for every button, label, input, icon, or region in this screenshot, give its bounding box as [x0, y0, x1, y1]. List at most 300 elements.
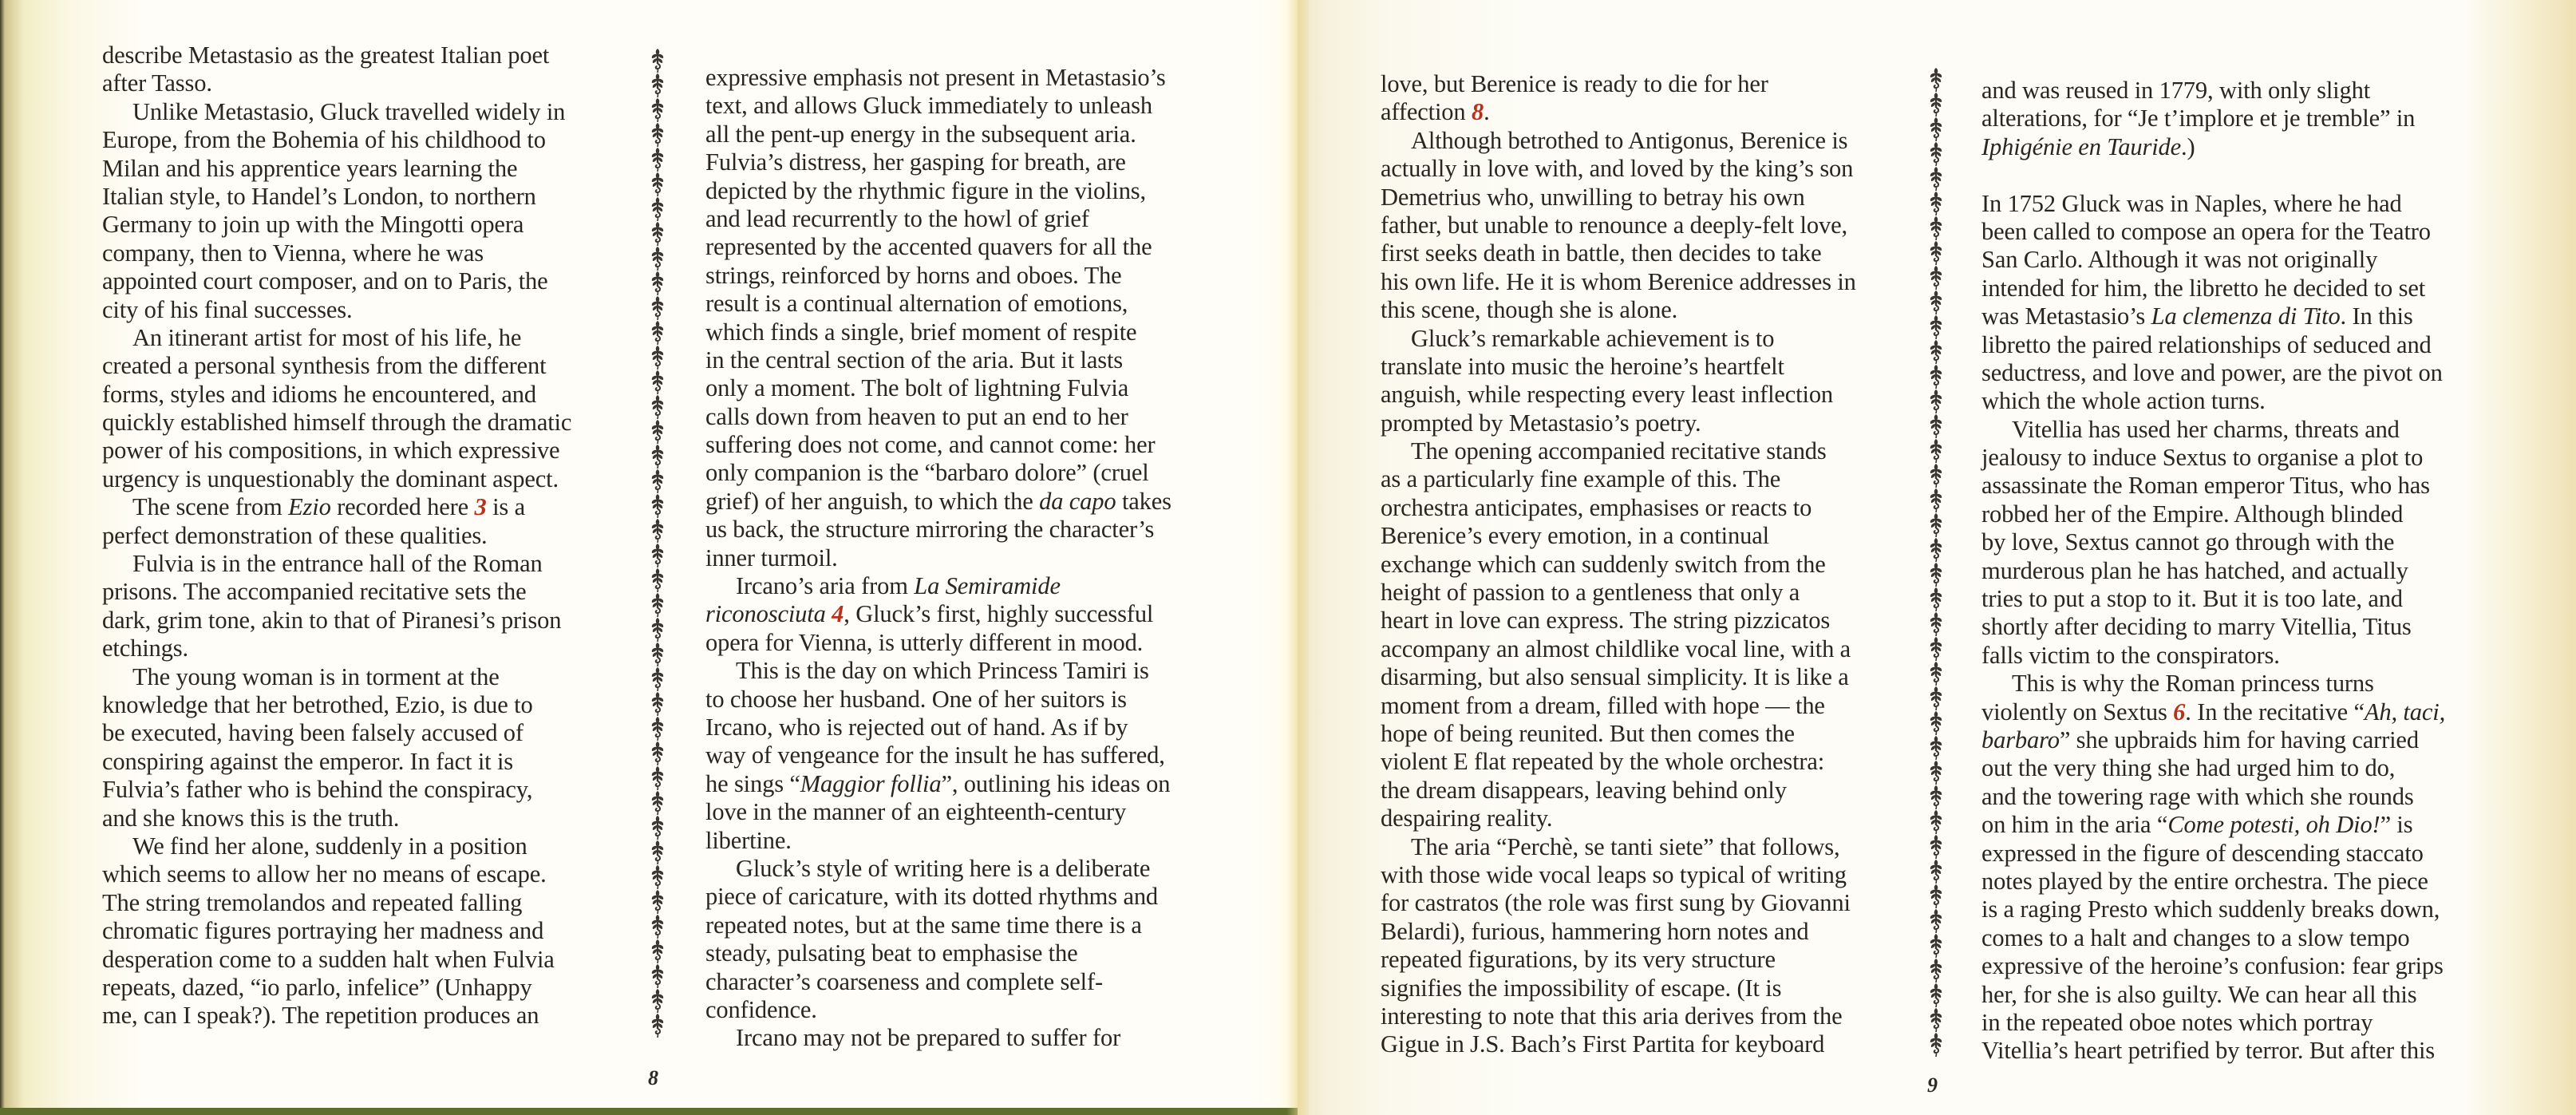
text-line [1981, 754, 2445, 782]
page-number: 8 [648, 1066, 658, 1089]
text-line [1981, 811, 2445, 839]
text-run: he sings “ [705, 769, 800, 797]
text-run: which finds a single, brief moment of respite [705, 318, 1137, 346]
text-line [1381, 1002, 1856, 1030]
text-line [1981, 642, 2445, 670]
text-run: Demetrius who, unwilling to betray his own [1381, 183, 1805, 211]
text-run: first seeks death in battle, then decides to take [1381, 239, 1822, 267]
acanthus-leaf-icon [1926, 191, 1946, 215]
text-line [1381, 325, 1856, 353]
text-run: disarming, but also sensual simplicity. It is like a [1381, 663, 1849, 691]
text-run: desperation come to a sudden halt when Fulvia [102, 945, 555, 973]
acanthus-leaf-icon [648, 246, 667, 271]
text-line [1981, 444, 2445, 472]
text-line [1381, 720, 1856, 748]
text-line [1381, 212, 1856, 239]
acanthus-leaf-icon [1926, 958, 1946, 983]
acanthus-leaf-icon [1926, 413, 1946, 438]
text-run: shortly after deciding to marry Vitellia, Titus [1981, 613, 2412, 641]
text-run: was Metastasio’s [1981, 302, 2151, 330]
text-line [1381, 833, 1856, 861]
text-line [1981, 613, 2445, 641]
text-line [705, 741, 1171, 769]
text-run: represented by the accented quavers for all the [705, 233, 1152, 261]
text-run: heart in love can express. The string pizzicatos [1381, 607, 1831, 635]
acanthus-leaf-icon [648, 617, 667, 642]
text-run: despairing reality. [1381, 805, 1553, 832]
text-line [102, 663, 571, 691]
text-line [1381, 579, 1856, 607]
text-line [705, 714, 1171, 741]
text-line [1981, 726, 2445, 754]
text-run: city of his final successes. [102, 295, 353, 323]
acanthus-leaf-icon [1926, 67, 1946, 92]
text-line [102, 42, 571, 69]
acanthus-leaf-icon [648, 864, 667, 889]
text-run: this scene, though she is alone. [1381, 296, 1678, 324]
text-run: created a personal synthesis from the different [102, 352, 547, 380]
text-line [102, 267, 571, 295]
text-run: after Tasso. [102, 69, 212, 97]
text-run: , Gluck’s first, highly successful [844, 600, 1154, 628]
text-line [705, 657, 1171, 685]
text-line [1381, 296, 1856, 324]
text-line [102, 578, 571, 606]
text-run: intended for him, the libretto he decided to set [1981, 274, 2426, 302]
acanthus-leaf-icon [648, 444, 667, 469]
text-line [705, 177, 1171, 205]
text-line [705, 64, 1171, 92]
text-run: which seems to allow her no means of escape. [102, 860, 547, 888]
text-line [705, 346, 1171, 374]
acanthus-leaf-icon [1926, 364, 1946, 389]
text-line [1981, 1009, 2445, 1037]
acanthus-leaf-icon [1926, 314, 1946, 339]
acanthus-leaf-icon [648, 147, 667, 172]
acanthus-leaf-icon [1926, 983, 1946, 1007]
acanthus-leaf-icon [648, 221, 667, 246]
text-run: Europe, from the Bohemia of his childhood to [102, 126, 546, 154]
text-line [705, 459, 1171, 487]
text-run: inner turmoil. [705, 544, 838, 571]
text-line [1381, 889, 1856, 917]
text-run: me, can I speak?). The repetition produces an [102, 1002, 539, 1030]
text-line [1981, 416, 2445, 444]
text-run: hope of being reunited. But then comes the [1381, 719, 1795, 747]
acanthus-leaf-icon [1926, 1007, 1946, 1032]
text-line [705, 996, 1171, 1024]
text-line [1981, 133, 2445, 161]
text-run: repeats, dazed, “io parlo, infelice” (Unhappy [102, 973, 532, 1001]
text-run: Gluck’s style of writing here is a deliberate [736, 854, 1151, 882]
text-line [1381, 946, 1856, 974]
text-run: etchings. [102, 635, 188, 662]
acanthus-leaf-icon [1926, 438, 1946, 463]
acanthus-leaf-icon [648, 394, 667, 419]
acanthus-leaf-icon [648, 939, 667, 963]
text-run: expressive emphasis not present in Metastasio’s [705, 64, 1166, 91]
paragraph-gap [1981, 161, 2445, 189]
text-line [1381, 184, 1856, 212]
text-run: quickly established himself through the dramatic [102, 409, 572, 437]
acanthus-leaf-icon [648, 419, 667, 444]
text-line [1981, 190, 2445, 218]
text-run: love, but Berenice is ready to die for her [1381, 70, 1768, 97]
acanthus-leaf-icon [1926, 117, 1946, 141]
acanthus-leaf-icon [648, 370, 667, 394]
acanthus-leaf-icon [1926, 92, 1946, 117]
acanthus-leaf-icon [648, 691, 667, 716]
text-line [1981, 840, 2445, 868]
text-run: only companion is the “barbaro dolore” (cruel [705, 459, 1149, 487]
text-line [102, 691, 571, 719]
acanthus-leaf-icon [648, 567, 667, 592]
text-run: and was reused in 1779, with only slight [1981, 77, 2371, 104]
acanthus-leaf-icon [648, 716, 667, 741]
acanthus-leaf-icon [648, 345, 667, 370]
acanthus-leaf-icon [648, 988, 667, 1013]
text-run: We find her alone, suddenly in a position [132, 832, 527, 860]
acanthus-leaf-icon [648, 592, 667, 617]
text-run: company, then to Vienna, where he was [102, 239, 484, 267]
acanthus-leaf-icon [648, 741, 667, 765]
track-number: 3 [474, 493, 487, 521]
text-line [102, 183, 571, 211]
text-line [705, 572, 1171, 600]
text-line [102, 748, 571, 776]
text-line [1981, 77, 2445, 105]
text-run: only a moment. The bolt of lightning Fulvia [705, 374, 1129, 402]
text-line [1381, 861, 1856, 889]
text-run: result is a continual alternation of emotions, [705, 290, 1128, 318]
text-run: Ircano’s aria from [736, 572, 915, 600]
italic-title: Ezio [288, 493, 331, 521]
text-line [1981, 359, 2445, 387]
text-run: calls down from heaven to put an end to her [705, 402, 1128, 430]
text-line [1981, 302, 2445, 330]
text-column [705, 64, 1171, 1053]
text-line [102, 69, 571, 97]
text-line [1981, 472, 2445, 500]
text-run: actually in love with, and loved by the king’s son [1381, 155, 1854, 183]
text-run: and lead recurrently to the howl of grief [705, 204, 1089, 232]
text-column [102, 42, 571, 1030]
text-run: recorded here [330, 493, 475, 521]
track-number: 6 [2173, 698, 2186, 726]
text-line [102, 719, 571, 747]
text-line [705, 911, 1171, 939]
text-column [1381, 70, 1856, 1059]
text-run: ”, outlining his ideas on [941, 769, 1171, 797]
text-line [705, 403, 1171, 431]
text-line [705, 1024, 1171, 1052]
text-line [102, 522, 571, 550]
text-run: Italian style, to Handel’s London, to northern [102, 182, 536, 210]
text-run: piece of caricature, with its dotted rhythms and [705, 883, 1159, 911]
text-line [102, 211, 571, 239]
text-run: all the pent-up energy in the subsequent aria. [705, 120, 1136, 148]
acanthus-leaf-icon [1926, 735, 1946, 760]
acanthus-leaf-icon [1926, 636, 1946, 661]
text-run: Fulvia’s father who is behind the conspiracy, [102, 776, 533, 804]
text-run: conspiring against the emperor. In fact it is [102, 747, 513, 775]
text-line [1981, 275, 2445, 302]
text-line [705, 855, 1171, 883]
text-line [705, 827, 1171, 855]
text-run: chromatic figures portraying her madness and [102, 917, 544, 945]
text-run: forms, styles and idioms he encountered, and [102, 380, 536, 408]
text-run: confidence. [705, 995, 817, 1023]
text-run: and the towering rage with which she rounds [1981, 782, 2414, 810]
text-line [705, 318, 1171, 346]
text-run: Gluck’s remarkable achievement is to [1411, 324, 1775, 352]
text-run: exchange which can suddenly switch from the [1381, 550, 1826, 578]
text-run: prompted by Metastasio’s poetry. [1381, 409, 1701, 437]
acanthus-leaf-icon [648, 73, 667, 97]
text-line [102, 550, 571, 578]
acanthus-leaf-icon [648, 97, 667, 122]
text-line [1381, 98, 1856, 126]
text-run: opera for Vienna, is utterly different in mood. [705, 628, 1144, 656]
text-line [1381, 551, 1856, 579]
text-run: jealousy to induce Sextus to organise a plot to [1981, 444, 2424, 472]
italic-title: riconosciuta [705, 600, 826, 628]
acanthus-leaf-icon [648, 543, 667, 567]
text-run: falls victim to the conspirators. [1981, 641, 2280, 669]
text-line [705, 431, 1171, 459]
text-run: way of vengeance for the insult he has suffered, [705, 741, 1165, 769]
text-line [102, 607, 571, 635]
text-line [1981, 981, 2445, 1009]
text-line [102, 381, 571, 409]
text-run: assassinate the Roman emperor Titus, who has [1981, 472, 2430, 500]
acanthus-leaf-icon [1926, 760, 1946, 785]
text-line [1981, 218, 2445, 246]
text-run: dark, grim tone, akin to that of Piranesi’s prison [102, 606, 562, 634]
text-run: ” she upbraids him for having carried [2059, 726, 2419, 753]
acanthus-leaf-icon [1926, 240, 1946, 265]
acanthus-leaf-icon [1926, 908, 1946, 933]
text-line [102, 409, 571, 437]
text-line [1981, 952, 2445, 980]
text-line [705, 600, 1171, 628]
acanthus-leaf-icon [648, 815, 667, 840]
text-line [1981, 528, 2445, 556]
text-run: is a [486, 493, 525, 521]
text-run: expressive of the heroine’s confusion: fear grips [1981, 952, 2444, 980]
text-run: Gigue in J.S. Bach’s First Partita for keyboard [1381, 1030, 1825, 1058]
text-line [1381, 805, 1856, 832]
track-number: 4 [832, 600, 844, 628]
text-run: San Carlo. Although it was not originally [1981, 246, 2378, 274]
track-number: 8 [1471, 98, 1484, 126]
text-run: An itinerant artist for most of his life, he [132, 323, 522, 351]
text-line [1981, 387, 2445, 415]
text-run: for castratos (the role was first sung by Giovanni [1381, 889, 1851, 917]
text-line [102, 98, 571, 126]
text-line [1381, 381, 1856, 409]
text-line [1381, 70, 1856, 98]
text-line [1381, 127, 1856, 155]
text-line [1381, 663, 1856, 691]
acanthus-leaf-icon [648, 914, 667, 939]
text-line [1381, 522, 1856, 550]
text-run: on him in the aria “ [1981, 811, 2168, 839]
text-run: Vitellia has used her charms, threats and [2012, 415, 2400, 443]
text-run: us back, the structure mirroring the character’s [705, 516, 1155, 544]
text-line [1381, 607, 1856, 635]
text-run: . In the recitative “ [2185, 698, 2365, 726]
italic-title: barbaro [1981, 726, 2060, 753]
text-line [1981, 924, 2445, 952]
text-run: be executed, having been falsely accused of [102, 719, 523, 747]
text-line [102, 860, 571, 888]
text-run: been called to compose an opera for the Teatro [1981, 217, 2431, 245]
text-run: as a particularly fine example of this. The [1381, 465, 1781, 493]
text-line [705, 686, 1171, 714]
text-run: knowledge that her betrothed, Ezio, is due to [102, 690, 533, 718]
vine-ornament-divider-icon [648, 48, 667, 1054]
text-line [1981, 698, 2445, 726]
text-line [1381, 465, 1856, 493]
acanthus-leaf-icon [1926, 339, 1946, 364]
text-run: father, but unable to renounce a deeply-felt love, [1381, 211, 1847, 239]
text-run: depicted by the rhythmic figure in the violins, [705, 176, 1146, 204]
acanthus-leaf-icon [1926, 141, 1946, 166]
text-line [1381, 268, 1856, 296]
text-run: In 1752 Gluck was in Naples, where he had [1981, 189, 2402, 217]
text-line [1381, 692, 1856, 720]
text-run: Milan and his apprentice years learning the [102, 154, 518, 182]
italic-title: Iphigénie en Tauride [1981, 132, 2182, 160]
acanthus-leaf-icon [648, 122, 667, 147]
text-run: . In this [2340, 302, 2413, 330]
text-run: Unlike Metastasio, Gluck travelled widely in [132, 97, 566, 125]
text-run: and she knows this is the truth. [102, 804, 400, 832]
text-line [1381, 777, 1856, 805]
text-line [102, 352, 571, 380]
text-run: Although betrothed to Antigonus, Berenice is [1411, 126, 1848, 154]
text-run: which the whole action turns. [1981, 387, 2266, 415]
text-run: notes played by the entire orchestra. The piece [1981, 867, 2428, 895]
text-run: accompany an almost childlike vocal line, with a [1381, 635, 1851, 662]
text-run: Fulvia is in the entrance hall of the Roman [132, 550, 543, 578]
text-line [102, 493, 571, 521]
text-run: moment from a dream, filled with hope — the [1381, 691, 1825, 719]
acanthus-leaf-icon [1926, 785, 1946, 809]
italic-title: Ah, taci, [2364, 698, 2446, 726]
text-line [705, 92, 1171, 120]
acanthus-leaf-icon [648, 840, 667, 864]
text-line [102, 296, 571, 324]
text-line [1381, 353, 1856, 381]
text-run: ” is [2380, 811, 2413, 839]
acanthus-leaf-icon [1926, 265, 1946, 290]
text-run: libertine. [705, 826, 792, 854]
text-run: character’s coarseness and complete self- [705, 967, 1103, 995]
text-run: repeated notes, but at the same time there is a [705, 911, 1142, 939]
acanthus-leaf-icon [1926, 488, 1946, 512]
text-line [705, 374, 1171, 402]
text-line [705, 544, 1171, 572]
text-run: .) [2181, 132, 2195, 160]
text-line [102, 437, 571, 465]
text-line [102, 917, 571, 945]
text-run: seductress, and love and power, are the pivot on [1981, 358, 2443, 386]
acanthus-leaf-icon [1926, 686, 1946, 710]
text-run: appointed court composer, and on to Paris, the [102, 267, 548, 295]
acanthus-leaf-icon [1926, 809, 1946, 834]
acanthus-leaf-icon [648, 493, 667, 518]
text-run: Vitellia’s heart petrified by terror. But after this [1981, 1037, 2435, 1065]
text-run: in the repeated oboe notes which portray [1981, 1008, 2373, 1036]
acanthus-leaf-icon [1926, 215, 1946, 240]
italic-title: Come potesti, oh Dio! [2167, 811, 2380, 839]
text-run: interesting to note that this aria derives from the [1381, 1002, 1843, 1030]
text-line [1381, 155, 1856, 183]
text-line [705, 798, 1171, 826]
text-run: The young woman is in torment at the [132, 662, 500, 690]
text-line [705, 629, 1171, 657]
text-run: expressed in the figure of descending staccato [1981, 839, 2424, 867]
text-run: Fulvia’s distress, her gasping for breath, are [705, 148, 1126, 176]
book-gutter [1286, 0, 1309, 1115]
text-run: signifies the impossibility of escape. (It is [1381, 974, 1782, 1002]
text-run: Ircano, who is rejected out of hand. As if by [705, 713, 1128, 741]
text-run: takes [1116, 487, 1171, 515]
text-line [1981, 105, 2445, 132]
page-number: 9 [1927, 1073, 1938, 1097]
text-line [1981, 670, 2445, 698]
text-run: affection [1381, 98, 1472, 126]
acanthus-leaf-icon [648, 469, 667, 493]
text-run: love in the manner of an eighteenth-century [705, 798, 1127, 826]
text-line [705, 488, 1171, 516]
text-run: suffering does not come, and cannot come: her [705, 431, 1156, 459]
acanthus-leaf-icon [648, 271, 667, 295]
text-run: repeated figurations, by its very structure [1381, 946, 1776, 974]
text-run: out the very thing she had urged him to do, [1981, 754, 2396, 782]
text-line [1981, 500, 2445, 528]
vine-ornament-divider-icon [1926, 67, 1946, 1058]
text-run: describe Metastasio as the greatest Italian poet [102, 42, 550, 69]
text-line [102, 239, 571, 267]
text-line [1981, 585, 2445, 613]
italic-title: La clemenza di Tito [2151, 302, 2341, 330]
text-run: the dream disappears, leaving behind only [1381, 776, 1787, 804]
acanthus-leaf-icon [1926, 834, 1946, 859]
text-run: translate into music the heroine’s heartfelt [1381, 352, 1784, 380]
acanthus-leaf-icon [1926, 463, 1946, 488]
text-run: with those wide vocal leaps so typical of writing [1381, 860, 1847, 888]
text-line [705, 968, 1171, 996]
text-line [705, 770, 1171, 798]
text-run: power of his compositions, in which expressive [102, 437, 560, 465]
text-line [705, 233, 1171, 261]
acanthus-leaf-icon [1926, 611, 1946, 636]
acanthus-leaf-icon [1926, 537, 1946, 562]
text-line [1381, 409, 1856, 437]
text-line [102, 635, 571, 662]
text-column [1981, 77, 2445, 1066]
text-line [1381, 975, 1856, 1002]
text-line [1981, 1037, 2445, 1065]
text-line [102, 974, 571, 1002]
text-run: is a raging Presto which suddenly breaks down, [1981, 896, 2440, 923]
text-run: violent E flat repeated by the whole orchestra: [1381, 748, 1825, 776]
text-line [705, 290, 1171, 318]
text-line [102, 155, 571, 183]
